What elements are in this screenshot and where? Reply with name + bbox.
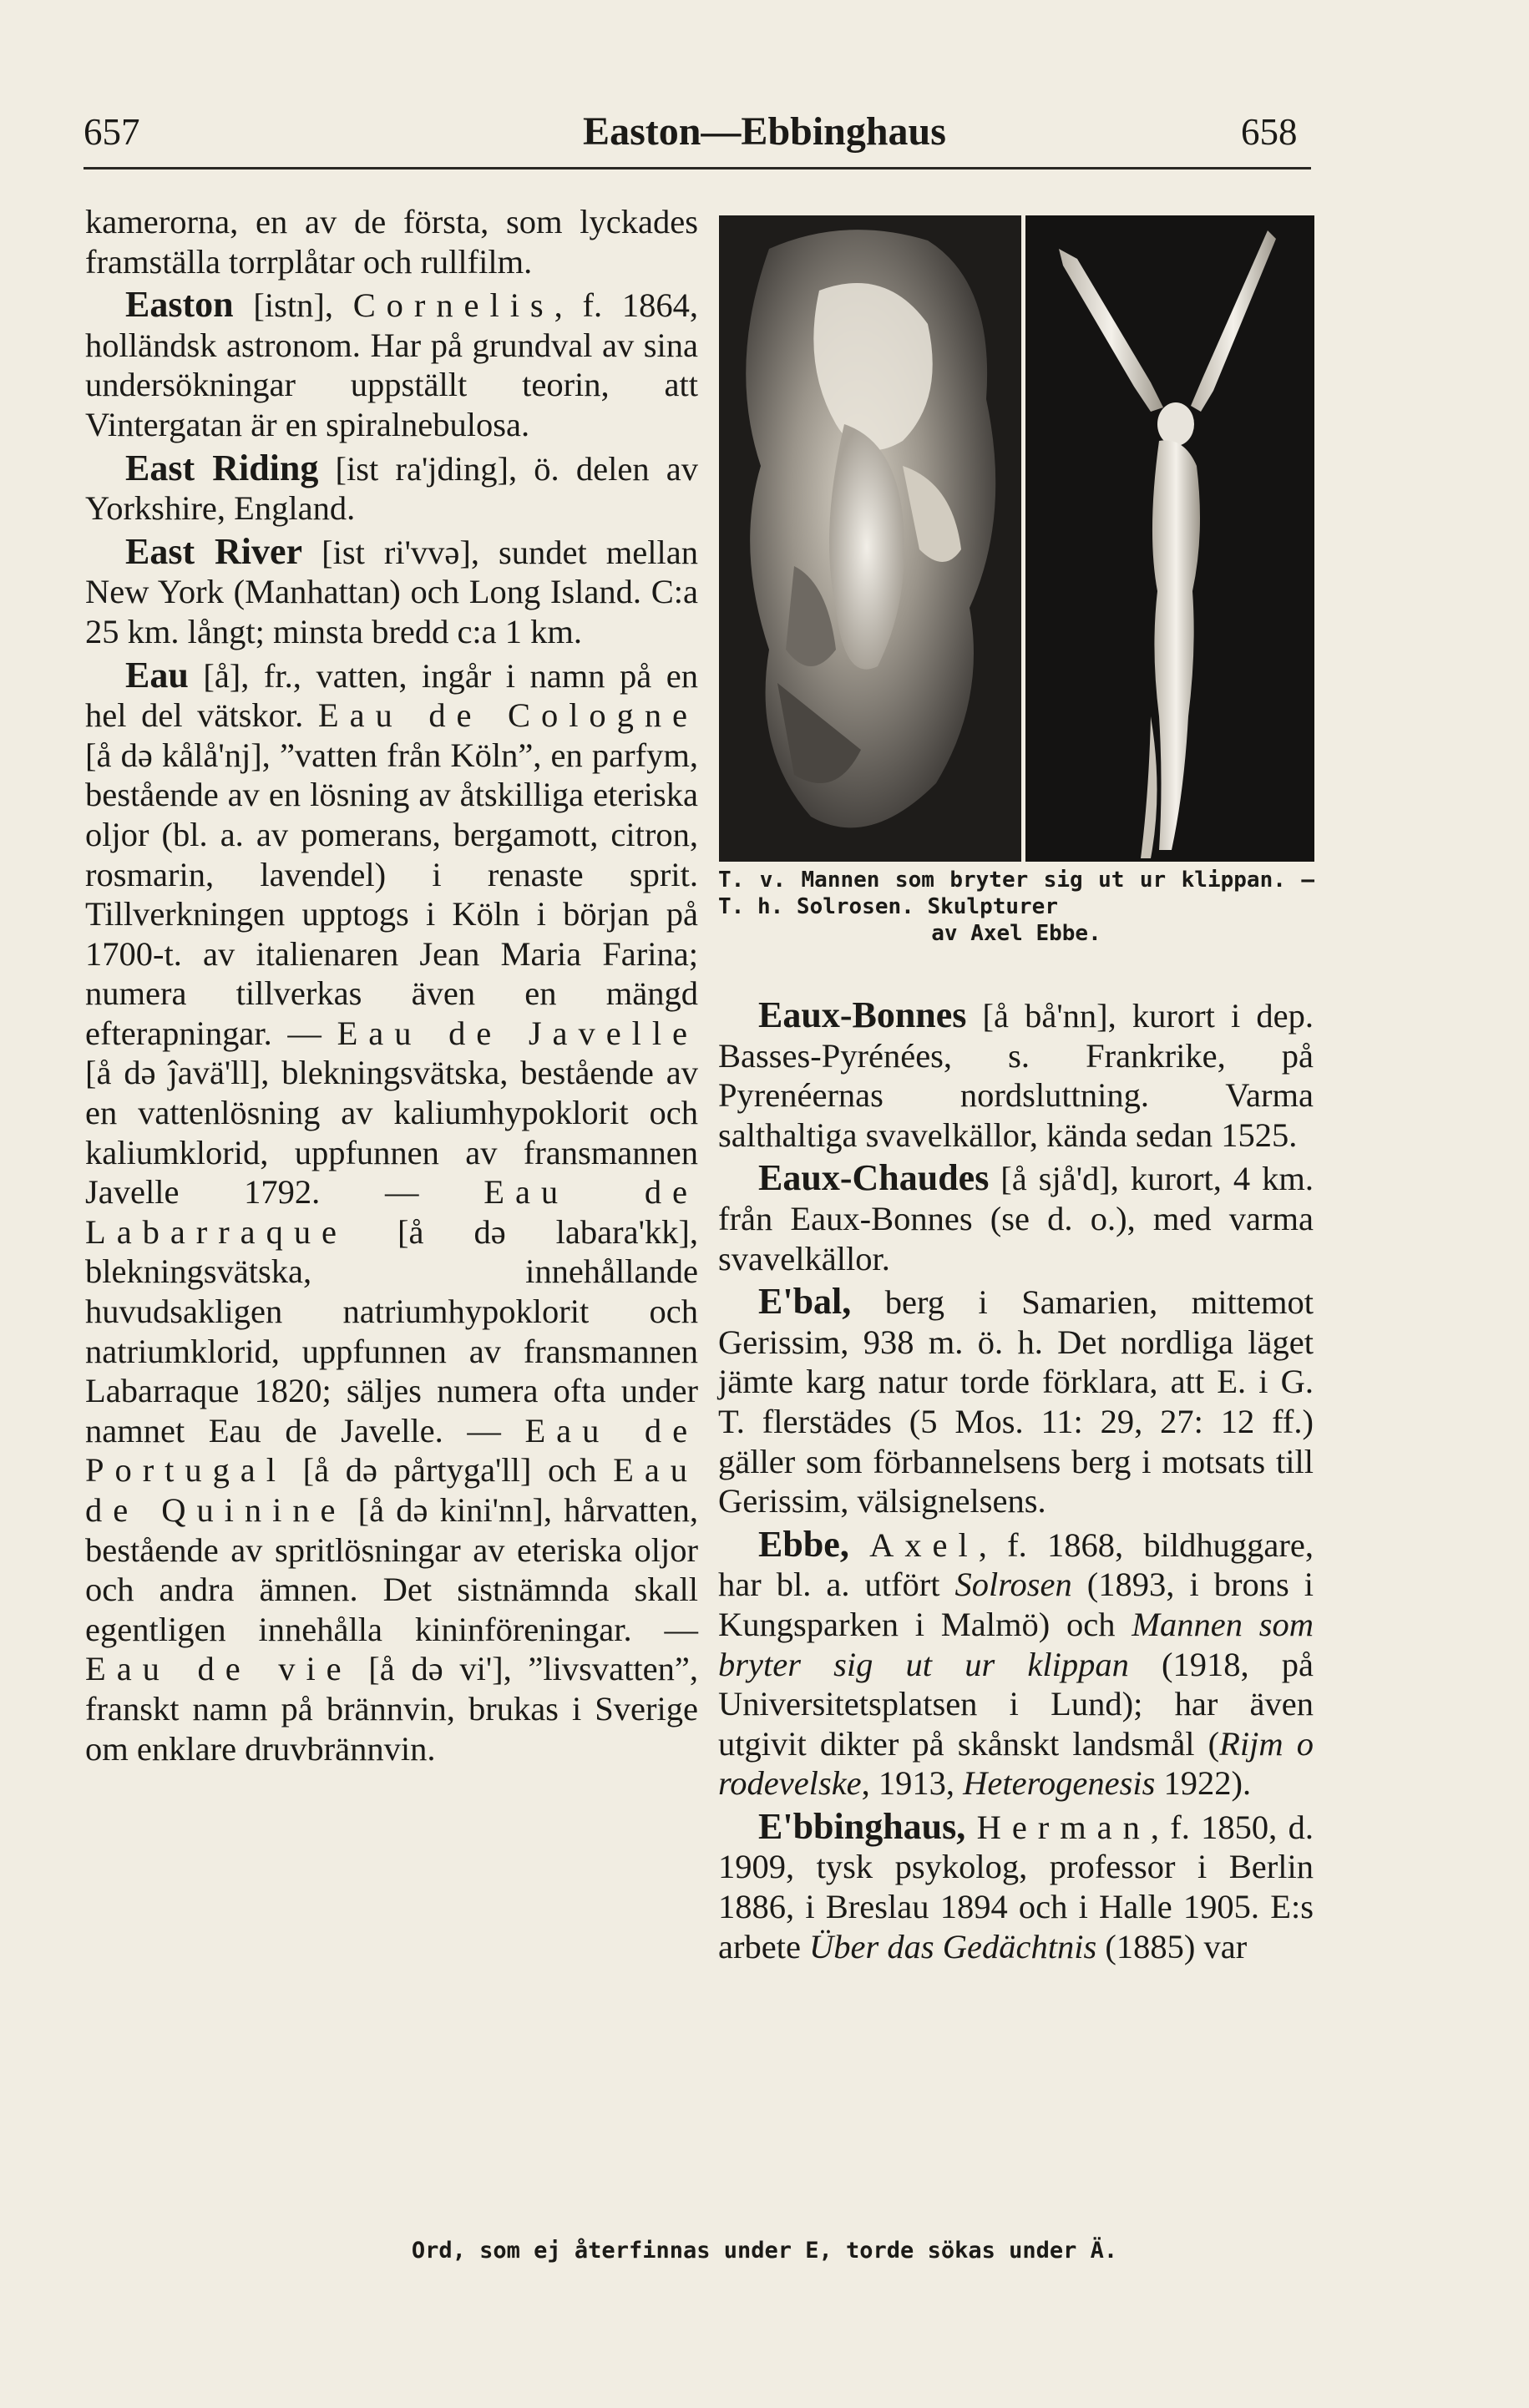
continued-entry-text: kamerorna, en av de första, som lyckades framställa torrplåtar och rullfilm. [85, 203, 698, 281]
work-title: Solrosen [954, 1566, 1072, 1604]
work-title: Mannen som bryter sig ut ur klippan [718, 1605, 1314, 1683]
headword-eau: Eau [125, 654, 189, 696]
subentry-eau-de-javelle: Eau de Javelle [337, 1014, 698, 1052]
right-column [718, 995, 1314, 1966]
entry-east-riding: East Riding [ist ra'jding], ö. delen av Yorkshire, England. [85, 447, 698, 528]
page-number-left: 657 [84, 111, 140, 153]
entry-east-river: East River [ist ri'vvə], sundet mellan New York (Manhattan) och Long Island. C:a 25 km. långt; minsta bredd c:a 1 km. [85, 530, 699, 650]
caption-line: T. v. Mannen som bryter sig ut ur klippan. — T. h. Solrosen. Skulpturer [718, 868, 1314, 919]
figure-caption [718, 867, 1314, 947]
entry-ebal: E'bal, berg i Samarien, mittemot Gerissim, 938 m. ö. h. Det nordliga läget jämte karg natur torde förklara, att E. i G. T. flerstädes (5 Mos. 11: 29, 27: 12 ff.) gäller som förbannelsens berg i motsats till Gerissim, välsignelsens. [718, 1281, 1314, 1520]
work-title: Über das Gedächtnis [809, 1927, 1097, 1965]
sculpture-photo-mannen [719, 215, 1021, 862]
entry-eaux-bonnes: Eaux-Bonnes [å bå'nn], kurort i dep. Basses-Pyrénées, s. Frankrike, på Pyrenéernas nordsluttning. Varma salthaltiga svavelkällor, kända sedan 1525. [718, 994, 1314, 1154]
headword-easton: Easton [125, 284, 234, 326]
headword-east-river: East River [125, 530, 303, 572]
headword-ebal: E'bal, [758, 1281, 852, 1323]
subentry-eau-de-cologne: Eau de Cologne [317, 696, 698, 735]
spaced-name: Cornelis [352, 286, 554, 325]
sculpture-photo-solrosen [1025, 215, 1314, 862]
entry-eaux-chaudes: Eaux-Chaudes [å sjå'd], kurort, 4 km. från Eaux-Bonnes (se d. o.), med varma svavelkällor. [718, 1157, 1314, 1277]
spaced-name: Axel [869, 1525, 979, 1564]
entry-ebbinghaus: E'bbinghaus, Herman, f. 1850, d. 1909, tysk psykolog, professor i Berlin 1886, i Breslau 1894 och i Halle 1905. E:s arbete Über das Gedächtnis (1885) var [718, 1805, 1314, 1965]
caption-credit: av Axel Ebbe. [931, 921, 1101, 946]
headword-ebbe: Ebbe, [758, 1523, 849, 1565]
entry-ebbe: Ebbe, Axel, f. 1868, bildhuggare, har bl. a. utfört Solrosen (1893, i brons i Kungsparken i Malmö) och Mannen som bryter sig ut ur klippan (1918, på Universitetsplatsen i Lund); har även utgivit dikter på skånskt landsmål (Rijm o rodevelske, 1913, Heterogenesis 1922). [718, 1523, 1314, 1803]
headword-eaux-bonnes: Eaux-Bonnes [758, 994, 967, 1035]
left-column [85, 202, 698, 1768]
footer-note: Ord, som ej återfinnas under E, torde sökas under Ä. [411, 2238, 1118, 2264]
header-rule [84, 167, 1311, 169]
spaced-name: Herman [976, 1808, 1151, 1846]
work-title: Heterogenesis [963, 1764, 1156, 1803]
page-number-right: 658 [1241, 111, 1298, 153]
subentry-eau-de-quinine: Eau de Quinine [85, 1451, 698, 1529]
work-title: Rijm o rodevelske [718, 1724, 1314, 1803]
subentry-eau-de-portugal: Eau de Portugal [85, 1411, 699, 1490]
subentry-eau-de-labarraque: Eau de Labarraque [85, 1173, 698, 1251]
subentry-eau-de-vie: Eau de vie [85, 1650, 352, 1688]
headword-ebbinghaus: E'bbinghaus, [758, 1805, 966, 1847]
entry-eau: Eau [å], fr., vatten, ingår i namn på en hel del vätskor. Eau de Cologne [å də kålå'nj], ”vatten från Köln”, en parfym, bestående av en lösning av åtskilliga eteriska oljor (bl. a. av pomerans, bergamott, citron, rosmarin, lavendel) i renaste sprit. Tillverkningen upptogs i Köln i början på 1700-t. av italienaren Jean Maria Farina; numera tillverkas även en mängd efterapningar. — Eau de Javelle [å də ĵavä'll], blekningsvätska, bestående av en vattenlösning av kaliumhypoklorit och kaliumklorid, uppfunnen av fransmannen Javelle 1792. — Eau de Labarraque [å də labara'kk], blekningsvätska, innehållande huvudsakligen natriumhypoklorit och natriumklorid, uppfunnen av fransmannen Labarraque 1820; säljes numera ofta under namnet Eau de Javelle. — Eau de Portugal [å də pårtyga'll] och Eau de Quinine [å də kini'nn], hårvatten, bestående av spritlösningar av eteriska oljor och andra ämnen. Det sistnämnda skall egentligen innehålla kininföreningar. — Eau de vie [å də vi'], ”livsvatten”, franskt namn på brännvin, brukas i Sverige om enklare druvbrännvin. [85, 654, 699, 1768]
headword-eaux-chaudes: Eaux-Chaudes [758, 1157, 990, 1199]
entry-easton: Easton [istn], Cornelis, f. 1864, holländsk astronom. Har på grundval av sina undersökningar uppställt teorin, att Vintergatan är en spiralnebulosa. [85, 284, 698, 443]
headword-east-riding: East Riding [125, 447, 319, 488]
running-title: Easton—Ebbinghaus [583, 109, 946, 154]
